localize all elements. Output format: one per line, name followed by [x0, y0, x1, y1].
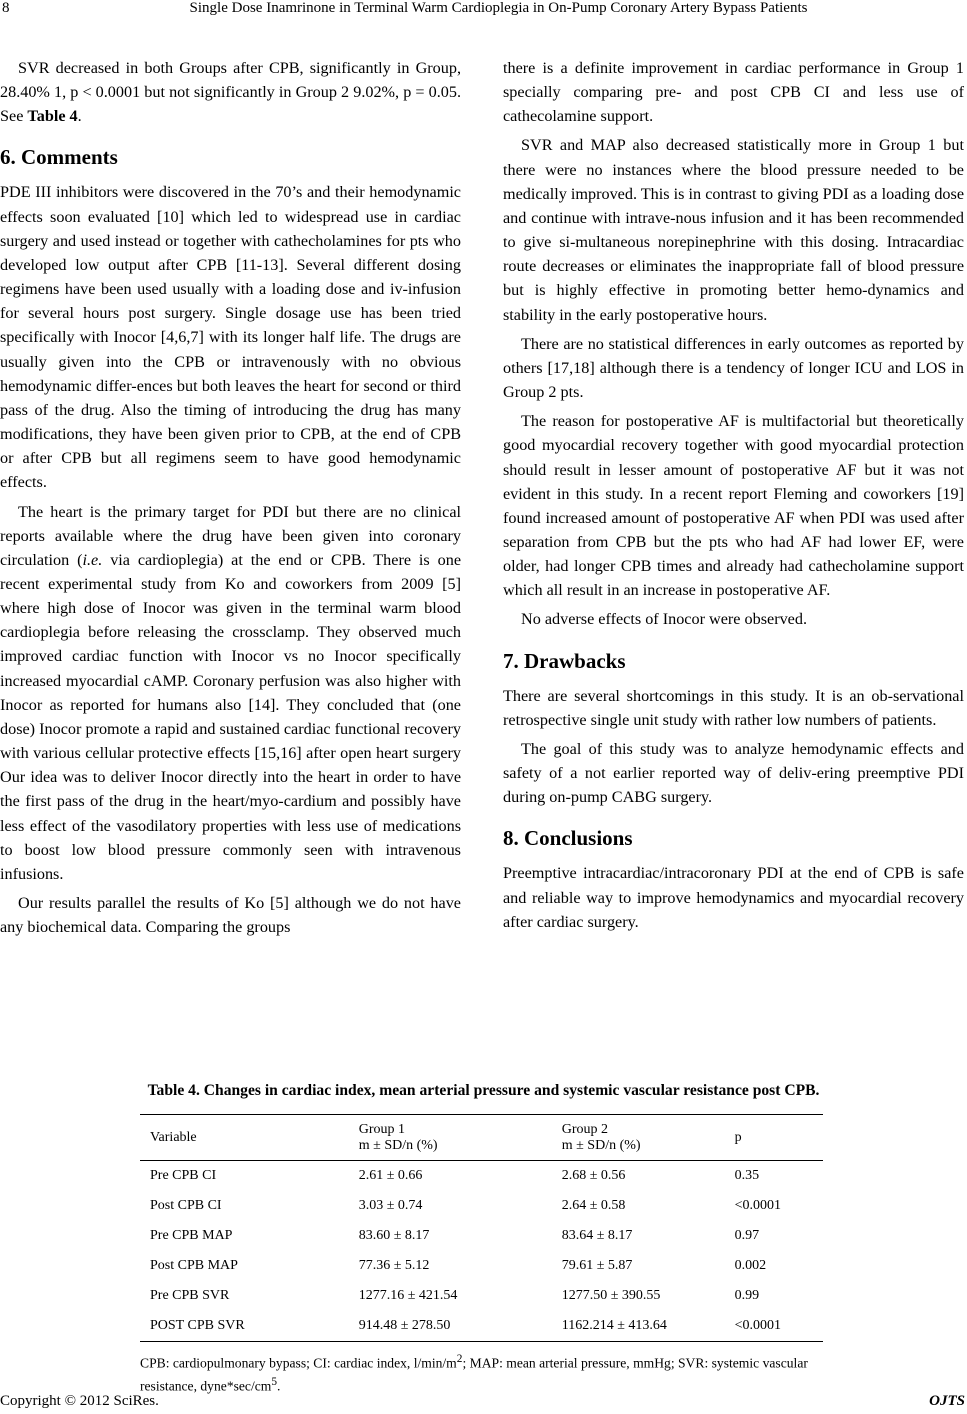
- cell-variable: Pre CPB MAP: [150, 1228, 233, 1243]
- header-group-2: Group 2 m ± SD/n (%): [561, 1122, 641, 1153]
- cell-variable: Post CPB CI: [150, 1198, 222, 1213]
- paragraph: There are no statistical differences in early outcomes as reported by others [17,18] although there is a tendency of longer ICU and LOS in Group 2 pts.: [503, 334, 964, 402]
- paragraph: PDE III inhibitors were discovered in the 70’s and their hemodynamic effects soon evaluated [10] which led to widespread use in cardiac surgery and used instead or together with cathecholamines for pts who developed low output after CPB [11-13]. Several different dosing regimens have been used usually with a loading dose and iv-infusion for several hours post surgery. Single dosage use has been tried specifically with Inocor [4,6,7] with its longer half life. The drugs are usually given into the CPB or intravenously with no obvious hemodynamic differ-ences but both leaves the heart for second or third pass of the drug. Also the timing of introducing the drug has many modifications, they have been given prior to CPB, at the end of CPB or after CPB but all regimens seem to have good hemodynamic effects.: [0, 183, 461, 492]
- table-row: [140, 1221, 823, 1251]
- section-heading-conclusions: 8. Conclusions: [503, 826, 633, 851]
- section-heading-comments: 6. Comments: [0, 145, 118, 170]
- paragraph: The reason for postoperative AF is multifactorial but theoretically good myocardial recovery together with good myocardial protection should result in lesser amount of postoperative AF but it was not evident in this study. In a recent report Fleming and coworkers [19] found increased amount of postoperative AF when PDI was used after separation from CPB but the pts who had AF had lower EF, were older, had longer CPB times and already had cathecholamine support which all result in an increase in postoperative AF.: [503, 412, 964, 600]
- cell-group-2: 1162.214 ± 413.64: [561, 1318, 667, 1333]
- cell-variable: POST CPB SVR: [150, 1318, 245, 1333]
- table-footnote: CPB: cardiopulmonary bypass; CI: cardiac index, $l/\min/m^2$; MAP: mean arterial pressure, mmHg; SVR: systemic vascular resistance, $dyne*\sec/cm^5$.: [140, 1353, 808, 1394]
- page-header: [0, 0, 967, 20]
- table-row: [140, 1191, 823, 1221]
- cell-group-2: 79.61 ± 5.87: [561, 1258, 633, 1273]
- cell-variable: Pre CPB SVR: [150, 1288, 230, 1303]
- cell-group-2: 2.64 ± 0.58: [561, 1198, 626, 1213]
- header-variable: Variable: [150, 1130, 197, 1145]
- paragraph: There are several shortcomings in this study. It is an ob-servational retrospective single unit study with rather low numbers of patients.: [503, 686, 964, 729]
- cell-group-1: 83.60 ± 8.17: [358, 1228, 430, 1243]
- table-row: [140, 1311, 823, 1342]
- copyright-notice: Copyright © 2012 SciRes.: [0, 1393, 159, 1409]
- paragraph: SVR decreased in both Groups after CPB, significantly in Group, 28.40% 1, p < 0.0001 but not significantly in Group 2 9.02%, p = 0.05. See Table 4.: [0, 59, 461, 126]
- table-header-row: [140, 1115, 823, 1161]
- cell-variable: Pre CPB CI: [150, 1168, 217, 1183]
- table-4: [0, 1082, 967, 1395]
- cell-group-1: 3.03 ± 0.74: [358, 1198, 423, 1213]
- cell-p: <0.0001: [734, 1198, 781, 1213]
- cell-group-1: 77.36 ± 5.12: [358, 1258, 430, 1273]
- cell-p: <0.0001: [734, 1318, 781, 1333]
- cell-p: 0.97: [734, 1228, 760, 1243]
- left-column: [0, 56, 461, 944]
- page-number: 8: [2, 0, 10, 16]
- journal-abbreviation: OJTS: [929, 1393, 965, 1409]
- section-heading-drawbacks: 7. Drawbacks: [503, 648, 626, 673]
- cell-group-1: 1277.16 ± 421.54: [358, 1288, 458, 1303]
- table-row: [140, 1251, 823, 1281]
- cell-p: 0.002: [734, 1258, 767, 1273]
- cell-group-1: 914.48 ± 278.50: [358, 1318, 451, 1333]
- cell-group-2: 83.64 ± 8.17: [561, 1228, 633, 1243]
- header-group-1: Group 1 m ± SD/n (%): [358, 1122, 438, 1153]
- cell-p: 0.99: [734, 1288, 760, 1303]
- table-reference[interactable]: Table 4: [27, 107, 78, 126]
- cell-group-1: 2.61 ± 0.66: [358, 1168, 423, 1183]
- paragraph: Our results parallel the results of Ko [5] although we do not have any biochemical data. Comparing the groups: [0, 894, 461, 937]
- cell-group-2: 2.68 ± 0.56: [561, 1168, 626, 1183]
- running-title: Single Dose Inamrinone in Terminal Warm Cardioplegia in On-Pump Coronary Artery Bypass Patients: [189, 0, 808, 16]
- header-p: p: [734, 1130, 742, 1145]
- paragraph: there is a definite improvement in cardiac performance in Group 1 specially comparing pre- and post CPB CI and less use of cathecolamine support.: [503, 59, 964, 126]
- paragraph: Preemptive intracardiac/intracoronary PDI at the end of CPB is safe and reliable way to improve hemodynamics and myocardial recovery after cardiac surgery.: [503, 864, 964, 931]
- paragraph: SVR and MAP also decreased statistically more in Group 1 but there were no instances where the blood pressure needed to be medically improved. This is in contrast to giving PDI as a loading dose and continue with intrave-nous infusion and it has been recommended to give si-multaneous norepinephrine with this dosing. Intracardiac route decreases or eliminates the inappropriate fall of blood pressure but is highly effective in promoting better hemo-dynamics and stability in the early postoperative hours.: [503, 136, 964, 324]
- paragraph: The heart is the primary target for PDI but there are no clinical reports available where the drug have been given into coronary circulation (i.e. via cardioplegia) at the end or CPB. There is one recent experimental study from Ko and coworkers from 2009 [5] where high dose of Inocor was given in the terminal warm blood cardioplegia before releasing the crossclamp. They observed much improved cardiac function with Inocor vs no Inocor specifically increased myocardial cAMP. Coronary perfusion was also higher with Inocor as reported for humans also [14]. They concluded that (one dose) Inocor promote a rapid and sustained cardiac functional recovery with various cellular protective effects [15,16] after open heart surgery Our idea was to deliver Inocor directly into the heart in order to have the first pass of the drug in the heart/myo-cardium and possibly have less effect of the vasodilatory properties with less use of medications to boost low blood pressure commonly seen with intravenous infusions.: [0, 502, 461, 883]
- table-row: [140, 1161, 823, 1192]
- results-table: [140, 1114, 823, 1342]
- cell-p: 0.35: [734, 1168, 760, 1183]
- right-column: [503, 56, 964, 939]
- cell-group-2: 1277.50 ± 390.55: [561, 1288, 661, 1303]
- cell-variable: Post CPB MAP: [150, 1258, 238, 1273]
- table-row: [140, 1281, 823, 1311]
- paragraph: No adverse effects of Inocor were observed.: [521, 610, 807, 629]
- paragraph: The goal of this study was to analyze hemodynamic effects and safety of a not earlier reported way of deliv-ering preemptive PDI during on-pump CABG surgery.: [503, 739, 964, 807]
- table-title: Table 4. Changes in cardiac index, mean arterial pressure and systemic vascular resistance post CPB.: [147, 1082, 820, 1099]
